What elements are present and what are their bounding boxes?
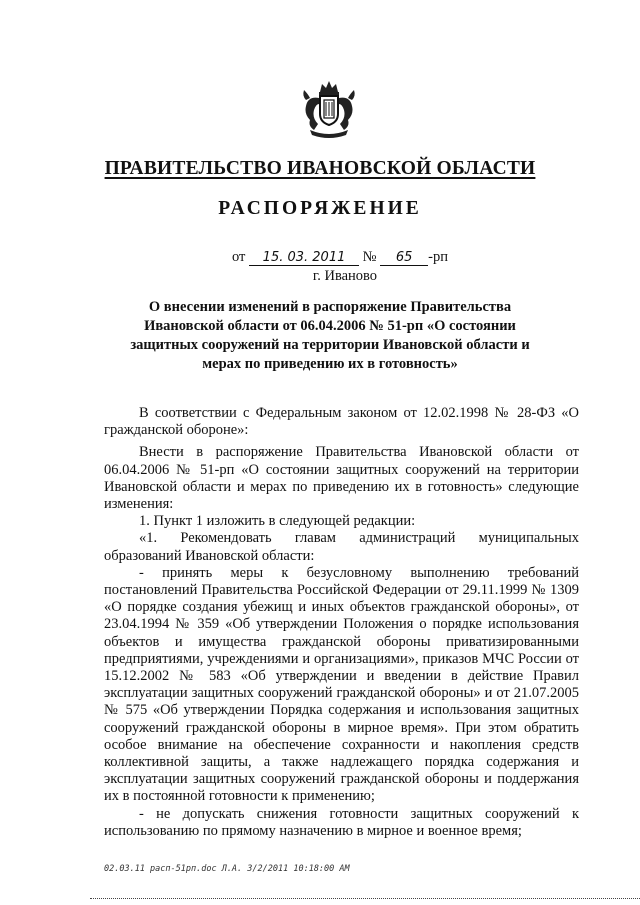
body-paragraph-2: Внести в распоряжение Правительства Ивановской области от 06.04.2006 № 51-рп «О состоянии защитных сооружений на территории Ивановской области и мерах по приведению их в готовность» следующие изменения: xyxy=(104,444,579,513)
body-paragraph-3: 1. Пункт 1 изложить в следующей редакции: xyxy=(139,513,416,530)
number-suffix: -рп xyxy=(428,249,448,265)
number-value: 65 xyxy=(380,250,428,266)
body-paragraph-1: В соответствии с Федеральным законом от 12.02.1998 № 28-ФЗ «О гражданской обороне»: xyxy=(104,405,579,439)
government-title xyxy=(0,158,640,180)
body-paragraph-4: «1. Рекомендовать главам администраций муниципальных образований Ивановской области: xyxy=(104,530,579,564)
body-paragraph-5: - принять меры к безусловному выполнению требований постановлений Правительства Российской Федерации от 29.11.1999 № 1309 «О порядке создания убежищ и иных объектов гражданской обороны», от 23.04.1994 № 359 «Об утверждении Положения о порядке использования объектов и имущества гражданской обороны приватизированными предприятиями, учреждениями и организациями», приказов МЧС России от 15.12.2002 № 583 «Об утверждении и введении в действие Правил эксплуатации защитных сооружений гражданской обороны» и от 21.07.2005 № 575 «Об утверждении Порядка содержания и использования защитных сооружений гражданской обороны в мирное время». При этом обратить особое внимание на обеспечение сохранности и накопления средств коллективной защиты, а также надлежащего порядка содержания и эксплуатации защитных сооружений гражданской обороны и поддержания их в постоянной готовности к применению; xyxy=(104,564,579,805)
date-prefix: от xyxy=(232,249,246,265)
number-sign: № xyxy=(362,249,377,265)
bottom-divider xyxy=(90,898,640,902)
coat-of-arms-emblem xyxy=(298,78,360,140)
file-footer: 02.03.11 расп-51рп.doc Л.А. 3/2/2011 10:18:00 AM xyxy=(104,864,350,874)
date-number-line xyxy=(232,249,448,266)
document-subject: О внесении изменений в распоряжение Правительства Ивановской области от 06.04.2006 № 51-рп «О состоянии защитных сооружений на территории Ивановской области и мерах по приведению их в готовность» xyxy=(130,299,530,372)
government-title-text: ПРАВИТЕЛЬСТВО ИВАНОВСКОЙ ОБЛАСТИ xyxy=(104,158,536,179)
city-line: г. Иваново xyxy=(312,268,378,284)
date-value: 15. 03. 2011 xyxy=(249,250,359,266)
document-body xyxy=(104,405,579,840)
body-paragraph-6: - не допускать снижения готовности защитных сооружений к использованию по прямому назначению в мирное и военное время; xyxy=(104,805,579,839)
document-type-title: РАСПОРЯЖЕНИЕ xyxy=(218,198,422,219)
